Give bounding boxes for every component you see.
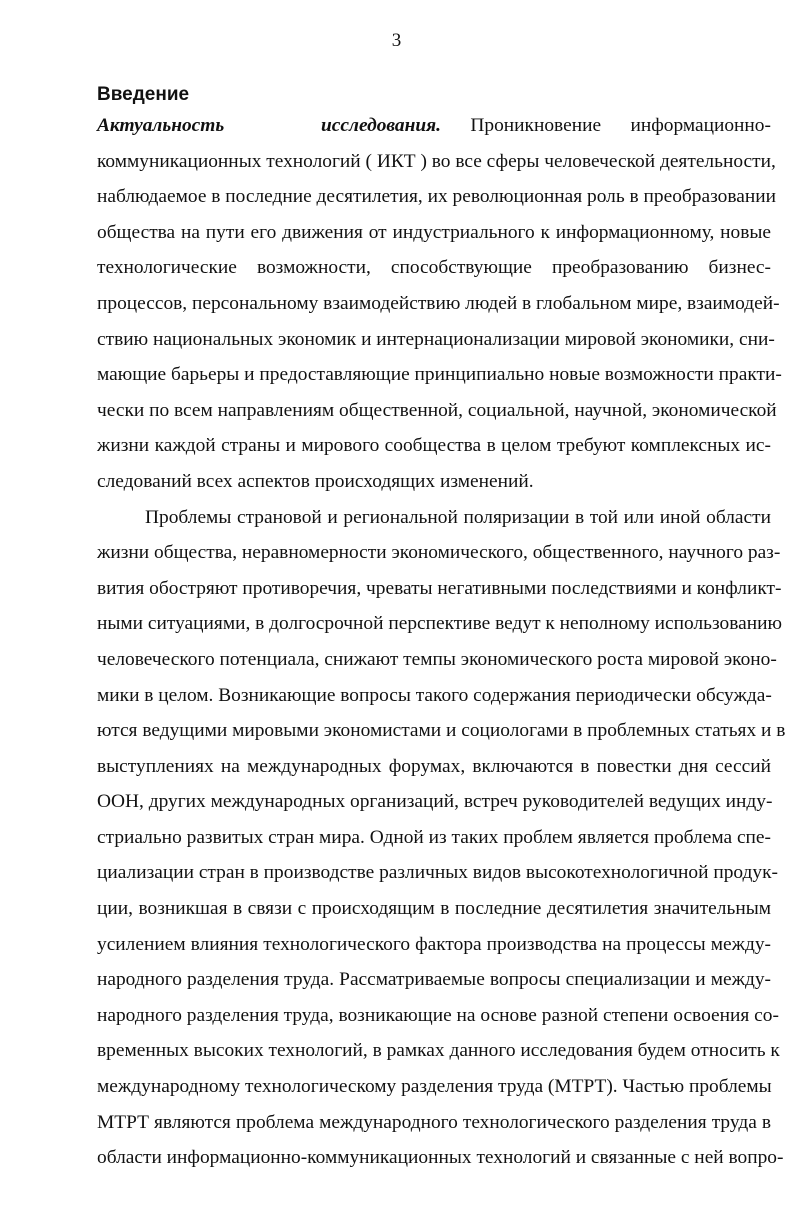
- paragraph-1-line: жизни каждой страны и мирового сообщества в целом требуют комплексных ис-: [97, 435, 771, 457]
- paragraph-2-line: ООН, других международных организаций, встреч руководителей ведущих инду-: [97, 791, 773, 813]
- paragraph-2-line: международному технологическому разделения труда (МТРТ). Частью проблемы: [97, 1076, 772, 1098]
- paragraph-2-line: ются ведущими мировыми экономистами и социологами в проблемных статьях и в: [97, 720, 786, 742]
- paragraph-2-line: стриально развитых стран мира. Одной из таких проблем является проблема спе-: [97, 826, 771, 848]
- paragraph-2-line: жизни общества, неравномерности экономического, общественного, научного раз-: [97, 542, 781, 564]
- paragraph-1-line: мающие барьеры и предоставляющие принципиально новые возможности практи-: [97, 364, 782, 386]
- paragraph-2-line: ными ситуациями, в долгосрочной перспективе ведут к неполному использованию: [97, 613, 782, 635]
- paragraph-2-line: вития обостряют противоречия, чреваты негативными последствиями и конфликт-: [97, 577, 782, 599]
- paragraph-1-line: общества на пути его движения от индустриального к информационному, новые: [97, 221, 771, 243]
- paragraph-1-line: наблюдаемое в последние десятилетия, их революционная роль в преобразовании: [97, 186, 776, 208]
- paragraph-2-first-line: Проблемы страновой и региональной поляризации в той или иной области: [145, 506, 771, 528]
- paragraph-2-line: ции, возникшая в связи с происходящим в последние десятилетия значительным: [97, 898, 771, 920]
- paragraph-2-line: народного разделения труда, возникающие на основе разной степени освоения со-: [97, 1004, 779, 1026]
- paragraph-1-line: коммуникационных технологий ( ИКТ ) во все сферы человеческой деятельности,: [97, 150, 776, 172]
- paragraph-1-last-line: следований всех аспектов происходящих изменений.: [97, 470, 534, 492]
- body-text: [97, 108, 786, 1176]
- paragraph-2-line: усилением влияния технологического фактора производства на процессы между-: [97, 933, 771, 955]
- lead-word-2: исследования.: [321, 115, 442, 136]
- paragraph-2-line: циализации стран в производстве различных видов высокотехнологичной продук-: [97, 862, 778, 884]
- paragraph-2-line: временных высоких технологий, в рамках данного исследования будем относить к: [97, 1040, 780, 1062]
- lead-word-1: Актуальность: [97, 115, 225, 136]
- paragraph-2-line: народного разделения труда. Рассматриваемые вопросы специализации и между-: [97, 969, 771, 991]
- paragraph-2-line: мики в целом. Возникающие вопросы такого содержания периодически обсужда-: [97, 684, 772, 706]
- section-heading: Введение: [97, 84, 190, 105]
- paragraph-1-line: ствию национальных экономик и интернационализации мировой экономики, сни-: [97, 328, 775, 350]
- paragraph-2-line: выступлениях на международных форумах, включаются в повестки дня сессий: [97, 755, 771, 777]
- paragraph-2-line: области информационно-коммуникационных технологий и связанные с ней вопро-: [97, 1147, 784, 1169]
- paragraph-1-line: чески по всем направлениям общественной, социальной, научной, экономической: [97, 399, 777, 421]
- paragraph-1-line-1-rest: Проникновение информационно-: [470, 115, 771, 136]
- paragraph-2-line: человеческого потенциала, снижают темпы экономического роста мировой эконо-: [97, 648, 777, 670]
- paragraph-1-line-1: [97, 108, 771, 144]
- paragraph-1-line: технологические возможности, способствующие преобразованию бизнес-: [97, 257, 771, 279]
- paragraph-2-line: МТРТ являются проблема международного технологического разделения труда в: [97, 1111, 771, 1133]
- paragraph-1-line: процессов, персональному взаимодействию людей в глобальном мире, взаимодей-: [97, 292, 780, 314]
- page-number: 3: [391, 30, 402, 51]
